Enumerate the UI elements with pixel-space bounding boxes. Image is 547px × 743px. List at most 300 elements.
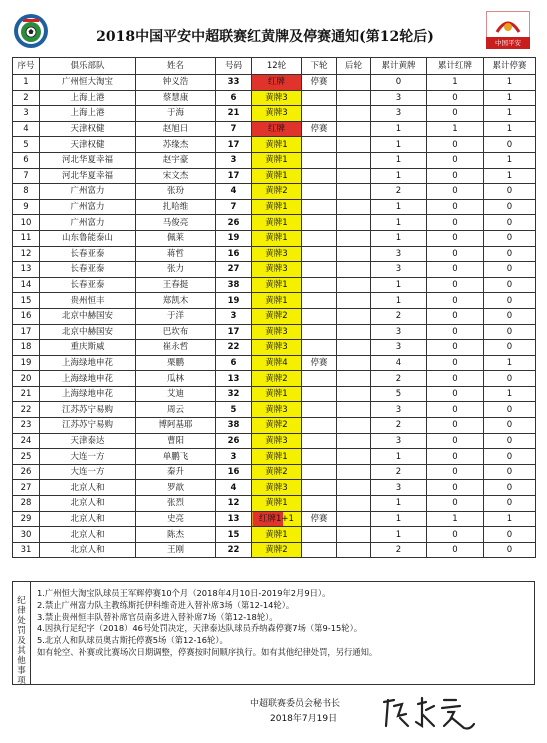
- round-card: 黄牌3: [252, 340, 302, 356]
- after-round: [337, 340, 371, 356]
- row-number: 15: [13, 293, 40, 309]
- player-name: 马俊亮: [136, 215, 216, 231]
- column-header: 姓名: [136, 58, 216, 75]
- table-row: [13, 75, 536, 91]
- player-name: 张玢: [136, 184, 216, 200]
- row-number: 3: [13, 106, 40, 122]
- after-round: [337, 386, 371, 402]
- next-round: [302, 90, 337, 106]
- table-row: [13, 355, 536, 371]
- right-logo-caption: 中国平安: [486, 37, 530, 49]
- notice-title: 2018中国平安中超联赛红黄牌及停赛通知(第12轮后): [96, 29, 434, 45]
- club-name: 江苏苏宁易购: [40, 418, 136, 434]
- next-round: [302, 246, 337, 262]
- total-suspension: 0: [484, 371, 536, 387]
- after-round: [337, 464, 371, 480]
- after-round: [337, 324, 371, 340]
- player-name: 陈杰: [136, 527, 216, 543]
- round-card: 黄牌1: [252, 137, 302, 153]
- table-row: [13, 262, 536, 278]
- row-number: 24: [13, 433, 40, 449]
- table-row: [13, 106, 536, 122]
- player-name: 栗鹏: [136, 355, 216, 371]
- next-round: 停赛: [302, 511, 337, 527]
- next-round: [302, 433, 337, 449]
- total-yellow: 3: [371, 480, 427, 496]
- shirt-number: 22: [216, 340, 252, 356]
- player-name: 于洋: [136, 308, 216, 324]
- total-yellow: 1: [371, 230, 427, 246]
- shirt-number: 16: [216, 464, 252, 480]
- player-name: 于海: [136, 106, 216, 122]
- shirt-number: 22: [216, 542, 252, 558]
- player-name: 崔永哲: [136, 340, 216, 356]
- table-row: [13, 527, 536, 543]
- total-yellow: 3: [371, 324, 427, 340]
- player-name: 苏缘杰: [136, 137, 216, 153]
- column-header: 俱乐部队: [40, 58, 136, 75]
- table-row: [13, 324, 536, 340]
- table-row: [13, 246, 536, 262]
- round-card: 黄牌2: [252, 184, 302, 200]
- total-suspension: 0: [484, 496, 536, 512]
- table-row: [13, 402, 536, 418]
- row-number: 1: [13, 75, 40, 91]
- total-yellow: 5: [371, 386, 427, 402]
- total-suspension: 1: [484, 152, 536, 168]
- row-number: 17: [13, 324, 40, 340]
- club-name: 广州恒大淘宝: [40, 75, 136, 91]
- row-number: 30: [13, 527, 40, 543]
- row-number: 8: [13, 184, 40, 200]
- club-name: 广州富力: [40, 215, 136, 231]
- round-card: 黄牌4: [252, 355, 302, 371]
- shirt-number: 17: [216, 324, 252, 340]
- player-name: 罗歆: [136, 480, 216, 496]
- total-red: 1: [427, 75, 484, 91]
- discipline-section: [12, 581, 535, 685]
- table-row: [13, 418, 536, 434]
- row-number: 19: [13, 355, 40, 371]
- total-red: 0: [427, 402, 484, 418]
- player-name: 王刚: [136, 542, 216, 558]
- total-yellow: 3: [371, 402, 427, 418]
- column-header: 下轮: [302, 58, 337, 75]
- round-card: 黄牌1: [252, 449, 302, 465]
- total-suspension: 1: [484, 355, 536, 371]
- total-red: 0: [427, 355, 484, 371]
- player-name: 巴坎布: [136, 324, 216, 340]
- next-round: [302, 106, 337, 122]
- row-number: 9: [13, 199, 40, 215]
- total-red: 0: [427, 137, 484, 153]
- total-red: 0: [427, 480, 484, 496]
- next-round: [302, 402, 337, 418]
- next-round: [302, 371, 337, 387]
- next-round: [302, 324, 337, 340]
- round-card: 黄牌2: [252, 371, 302, 387]
- total-suspension: 0: [484, 402, 536, 418]
- club-name: 贵州恒丰: [40, 293, 136, 309]
- total-suspension: 0: [484, 433, 536, 449]
- round-card: 黄牌1: [252, 496, 302, 512]
- player-name: 艾迪: [136, 386, 216, 402]
- player-name: 秦升: [136, 464, 216, 480]
- round-card: 黄牌2: [252, 464, 302, 480]
- total-red: 0: [427, 184, 484, 200]
- shirt-number: 3: [216, 449, 252, 465]
- next-round: [302, 230, 337, 246]
- shirt-number: 3: [216, 152, 252, 168]
- player-name: 蔡慧康: [136, 90, 216, 106]
- club-name: 天津泰达: [40, 433, 136, 449]
- column-header: 序号: [13, 58, 40, 75]
- player-name: 扎哈维: [136, 199, 216, 215]
- table-row: [13, 230, 536, 246]
- shirt-number: 17: [216, 137, 252, 153]
- player-name: 博阿基耶: [136, 418, 216, 434]
- round-card: 黄牌3: [252, 262, 302, 278]
- total-red: 0: [427, 386, 484, 402]
- row-number: 22: [13, 402, 40, 418]
- total-red: 0: [427, 542, 484, 558]
- total-red: 0: [427, 527, 484, 543]
- row-number: 28: [13, 496, 40, 512]
- club-name: 长春亚泰: [40, 246, 136, 262]
- round-card: 黄牌3: [252, 106, 302, 122]
- club-name: 北京人和: [40, 511, 136, 527]
- club-name: 北京人和: [40, 496, 136, 512]
- total-suspension: 1: [484, 75, 536, 91]
- total-yellow: 1: [371, 152, 427, 168]
- row-number: 12: [13, 246, 40, 262]
- table-row: [13, 90, 536, 106]
- row-number: 31: [13, 542, 40, 558]
- player-name: 周云: [136, 402, 216, 418]
- next-round: [302, 293, 337, 309]
- club-name: 上海绿地申花: [40, 371, 136, 387]
- shirt-number: 26: [216, 433, 252, 449]
- row-number: 27: [13, 480, 40, 496]
- total-red: 0: [427, 230, 484, 246]
- shirt-number: 13: [216, 511, 252, 527]
- total-suspension: 0: [484, 324, 536, 340]
- next-round: [302, 340, 337, 356]
- table-row: [13, 121, 536, 137]
- shirt-number: 21: [216, 106, 252, 122]
- club-name: 天津权健: [40, 137, 136, 153]
- column-header: 累计停赛: [484, 58, 536, 75]
- after-round: [337, 293, 371, 309]
- total-yellow: 3: [371, 246, 427, 262]
- total-yellow: 1: [371, 121, 427, 137]
- after-round: [337, 262, 371, 278]
- after-round: [337, 152, 371, 168]
- club-name: 长春亚泰: [40, 262, 136, 278]
- total-suspension: 0: [484, 542, 536, 558]
- total-suspension: 0: [484, 246, 536, 262]
- club-name: 广州富力: [40, 184, 136, 200]
- table-row: [13, 449, 536, 465]
- after-round: [337, 230, 371, 246]
- row-number: 16: [13, 308, 40, 324]
- total-red: 0: [427, 277, 484, 293]
- table-row: [13, 184, 536, 200]
- table-row: [13, 542, 536, 558]
- issuer-title: 中超联赛委员会秘书长: [250, 699, 341, 709]
- after-round: [337, 511, 371, 527]
- total-suspension: 1: [484, 386, 536, 402]
- total-suspension: 0: [484, 464, 536, 480]
- total-yellow: 1: [371, 496, 427, 512]
- total-red: 1: [427, 511, 484, 527]
- club-name: 长春亚泰: [40, 277, 136, 293]
- table-header-row: [13, 58, 536, 75]
- club-name: 河北华夏幸福: [40, 168, 136, 184]
- table-row: [13, 293, 536, 309]
- total-suspension: 0: [484, 215, 536, 231]
- round-card: 黄牌1: [252, 527, 302, 543]
- next-round: [302, 199, 337, 215]
- total-suspension: 0: [484, 308, 536, 324]
- round-card: 黄牌1: [252, 215, 302, 231]
- total-suspension: 1: [484, 90, 536, 106]
- after-round: [337, 137, 371, 153]
- shirt-number: 3: [216, 308, 252, 324]
- next-round: [302, 262, 337, 278]
- row-number: 5: [13, 137, 40, 153]
- total-suspension: 0: [484, 293, 536, 309]
- total-red: 0: [427, 152, 484, 168]
- next-round: 停赛: [302, 121, 337, 137]
- round-card: 黄牌1: [252, 168, 302, 184]
- round-card: 红牌: [252, 75, 302, 91]
- player-name: 曹阳: [136, 433, 216, 449]
- player-name: 赵宇豪: [136, 152, 216, 168]
- shirt-number: 26: [216, 215, 252, 231]
- total-suspension: 0: [484, 184, 536, 200]
- total-suspension: 0: [484, 418, 536, 434]
- shirt-number: 32: [216, 386, 252, 402]
- after-round: [337, 433, 371, 449]
- total-yellow: 1: [371, 277, 427, 293]
- total-yellow: 1: [371, 293, 427, 309]
- shirt-number: 6: [216, 355, 252, 371]
- table-row: [13, 464, 536, 480]
- after-round: [337, 75, 371, 91]
- column-header: 12轮: [252, 58, 302, 75]
- total-suspension: 0: [484, 277, 536, 293]
- shirt-number: 13: [216, 371, 252, 387]
- after-round: [337, 215, 371, 231]
- player-name: 张力: [136, 262, 216, 278]
- club-name: 江苏苏宁易购: [40, 402, 136, 418]
- total-yellow: 1: [371, 215, 427, 231]
- total-red: 0: [427, 308, 484, 324]
- player-name: 赵旭日: [136, 121, 216, 137]
- table-row: [13, 480, 536, 496]
- discipline-item: 5.北京人和队球员奥古斯托停赛5场（第12-16轮）。: [37, 635, 228, 646]
- total-red: 0: [427, 168, 484, 184]
- club-name: 上海绿地申花: [40, 386, 136, 402]
- round-card: 黄牌3: [252, 433, 302, 449]
- table-row: [13, 199, 536, 215]
- next-round: [302, 152, 337, 168]
- total-red: 0: [427, 324, 484, 340]
- column-header: 累计黄牌: [371, 58, 427, 75]
- shirt-number: 4: [216, 184, 252, 200]
- row-number: 11: [13, 230, 40, 246]
- club-name: 大连一方: [40, 449, 136, 465]
- total-red: 0: [427, 293, 484, 309]
- row-number: 21: [13, 386, 40, 402]
- discipline-label: 纪 律 处 罚 及 其 他 事 项: [13, 582, 31, 684]
- column-header: 号码: [216, 58, 252, 75]
- discipline-item: 4.因执行足纪字（2018）46号处罚决定，天津泰达队球员乔纳森停赛7场（第9-15轮）。: [37, 623, 363, 634]
- shirt-number: 16: [216, 246, 252, 262]
- total-red: 0: [427, 371, 484, 387]
- table-row: [13, 511, 536, 527]
- total-suspension: 0: [484, 137, 536, 153]
- total-red: 0: [427, 246, 484, 262]
- total-yellow: 3: [371, 106, 427, 122]
- club-name: 上海绿地申花: [40, 355, 136, 371]
- club-name: 上海上港: [40, 106, 136, 122]
- player-name: 单鹏飞: [136, 449, 216, 465]
- total-yellow: 3: [371, 433, 427, 449]
- player-name: 王春挺: [136, 277, 216, 293]
- next-round: [302, 386, 337, 402]
- total-suspension: 1: [484, 121, 536, 137]
- row-number: 10: [13, 215, 40, 231]
- shirt-number: 7: [216, 121, 252, 137]
- total-yellow: 3: [371, 340, 427, 356]
- row-number: 26: [13, 464, 40, 480]
- round-card: 红牌1+1: [252, 511, 302, 527]
- column-header: 后轮: [337, 58, 371, 75]
- shirt-number: 5: [216, 402, 252, 418]
- table-row: [13, 137, 536, 153]
- total-red: 0: [427, 464, 484, 480]
- row-number: 25: [13, 449, 40, 465]
- table-row: [13, 433, 536, 449]
- next-round: [302, 277, 337, 293]
- shirt-number: 15: [216, 527, 252, 543]
- player-name: 钟义浩: [136, 75, 216, 91]
- total-red: 1: [427, 121, 484, 137]
- next-round: [302, 542, 337, 558]
- row-number: 13: [13, 262, 40, 278]
- player-name: 宋文杰: [136, 168, 216, 184]
- csl-logo-icon: [486, 11, 530, 39]
- after-round: [337, 480, 371, 496]
- round-card: 黄牌1: [252, 230, 302, 246]
- club-name: 重庆斯威: [40, 340, 136, 356]
- total-suspension: 0: [484, 340, 536, 356]
- discipline-item: 3.禁止贵州恒丰队替补席官员南多进入替补席7场（第12-18轮）。: [37, 611, 278, 622]
- total-yellow: 2: [371, 308, 427, 324]
- round-card: 黄牌2: [252, 542, 302, 558]
- row-number: 18: [13, 340, 40, 356]
- club-name: 山东鲁能泰山: [40, 230, 136, 246]
- next-round: [302, 137, 337, 153]
- after-round: [337, 308, 371, 324]
- table-row: [13, 168, 536, 184]
- next-round: [302, 215, 337, 231]
- next-round: [302, 184, 337, 200]
- total-yellow: 0: [371, 75, 427, 91]
- football-association-emblem-icon: [13, 13, 49, 49]
- shirt-number: 6: [216, 90, 252, 106]
- round-card: 黄牌3: [252, 324, 302, 340]
- row-number: 29: [13, 511, 40, 527]
- total-suspension: 0: [484, 262, 536, 278]
- total-red: 0: [427, 418, 484, 434]
- table-row: [13, 496, 536, 512]
- after-round: [337, 418, 371, 434]
- next-round: [302, 496, 337, 512]
- total-suspension: 0: [484, 527, 536, 543]
- after-round: [337, 121, 371, 137]
- club-name: 河北华夏幸福: [40, 152, 136, 168]
- total-suspension: 0: [484, 449, 536, 465]
- row-number: 2: [13, 90, 40, 106]
- player-name: 蒋哲: [136, 246, 216, 262]
- total-red: 0: [427, 340, 484, 356]
- club-name: 大连一方: [40, 464, 136, 480]
- round-card: 黄牌1: [252, 386, 302, 402]
- table-row: [13, 152, 536, 168]
- after-round: [337, 542, 371, 558]
- next-round: [302, 449, 337, 465]
- next-round: [302, 308, 337, 324]
- total-suspension: 0: [484, 480, 536, 496]
- total-yellow: 1: [371, 137, 427, 153]
- next-round: 停赛: [302, 355, 337, 371]
- shirt-number: 27: [216, 262, 252, 278]
- cards-table: [12, 57, 536, 558]
- after-round: [337, 246, 371, 262]
- club-name: 广州富力: [40, 199, 136, 215]
- club-name: 北京人和: [40, 527, 136, 543]
- row-number: 23: [13, 418, 40, 434]
- club-name: 北京人和: [40, 480, 136, 496]
- total-yellow: 2: [371, 418, 427, 434]
- shirt-number: 4: [216, 480, 252, 496]
- row-number: 4: [13, 121, 40, 137]
- total-yellow: 3: [371, 262, 427, 278]
- total-yellow: 1: [371, 449, 427, 465]
- after-round: [337, 402, 371, 418]
- total-suspension: 1: [484, 511, 536, 527]
- total-suspension: 1: [484, 168, 536, 184]
- shirt-number: 19: [216, 230, 252, 246]
- total-yellow: 1: [371, 511, 427, 527]
- after-round: [337, 199, 371, 215]
- round-card: 黄牌2: [252, 308, 302, 324]
- shirt-number: 38: [216, 418, 252, 434]
- discipline-item: 2.禁止广州富力队主教练斯托伊科维奇进入替补席3场（第12-14轮）。: [37, 599, 295, 610]
- total-yellow: 1: [371, 527, 427, 543]
- after-round: [337, 277, 371, 293]
- total-yellow: 2: [371, 371, 427, 387]
- table-row: [13, 371, 536, 387]
- total-red: 0: [427, 449, 484, 465]
- round-card: 黄牌1: [252, 199, 302, 215]
- after-round: [337, 106, 371, 122]
- total-red: 0: [427, 262, 484, 278]
- discipline-item: 如有轮空、补赛或比赛场次日期调整，停赛按时间顺序执行。如有其他纪律处罚，另行通知。: [37, 646, 378, 657]
